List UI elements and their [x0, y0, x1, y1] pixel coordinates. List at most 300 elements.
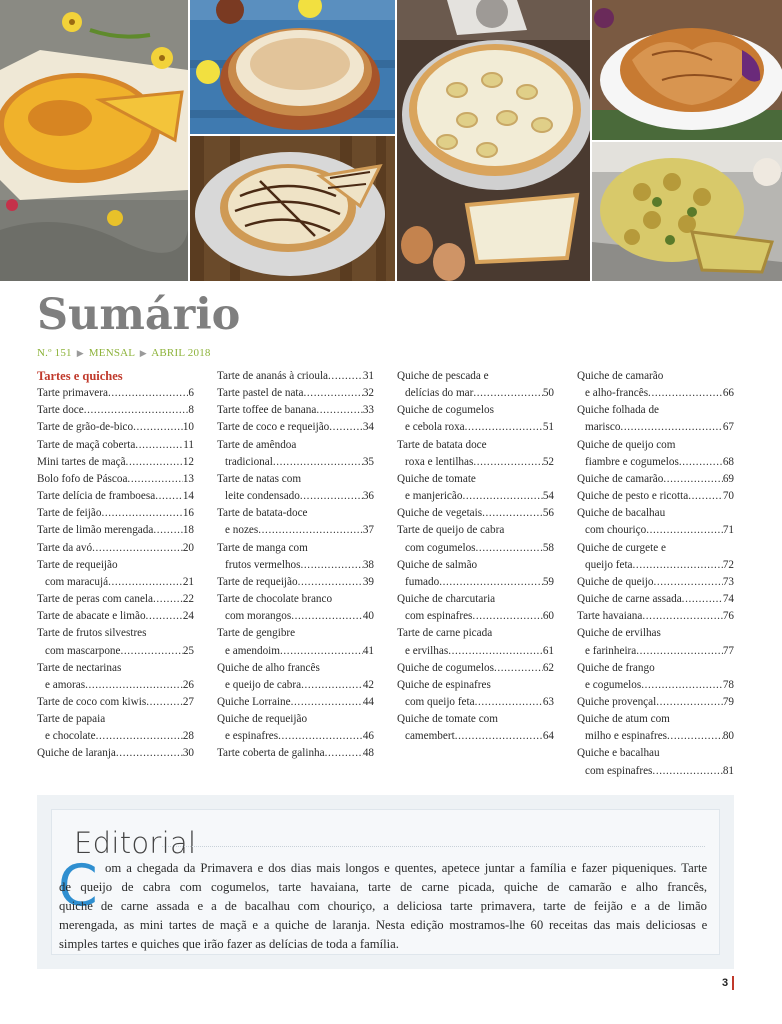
- toc-entry[interactable]: [397, 488, 554, 505]
- toc-page-number: 6: [188, 387, 194, 400]
- toc-page-number: 66: [722, 387, 734, 400]
- triangle-right-icon: ▶: [76, 348, 84, 358]
- toc-entry[interactable]: [397, 540, 554, 557]
- toc-entry[interactable]: [397, 608, 554, 625]
- toc-entry[interactable]: [37, 694, 194, 711]
- toc-entry-title: Tarte de papaia: [37, 713, 106, 726]
- toc-page-number: 76: [722, 610, 734, 623]
- toc-entry-title: Tarte de batata-doce: [217, 507, 308, 520]
- toc-entry-label: Quiche Lorraine: [217, 695, 291, 708]
- toc-entry-title: Quiche de queijo com: [577, 438, 676, 451]
- toc-entry[interactable]: [217, 385, 374, 402]
- toc-page-number: 51: [542, 421, 554, 434]
- toc-entry-label: com mascarpone: [45, 644, 121, 657]
- toc-entry-label: e alho-francês: [585, 387, 649, 400]
- toc-entry[interactable]: [217, 677, 374, 694]
- dot-leader: [448, 643, 543, 660]
- toc-page-number: 12: [182, 455, 194, 468]
- dot-leader: [641, 677, 723, 694]
- toc-entry-label: Tarte coberta de galinha: [217, 747, 325, 760]
- dot-leader: [120, 643, 182, 660]
- toc-entry-label: Quiche de camarão: [577, 472, 664, 485]
- toc-entry[interactable]: [37, 591, 194, 608]
- toc-page-number: 79: [722, 695, 734, 708]
- toc-page-number: 56: [542, 507, 554, 520]
- toc-entry[interactable]: [397, 419, 554, 436]
- toc-entry-label: Tarte de feijão: [37, 507, 102, 520]
- toc-page-number: 50: [542, 387, 554, 400]
- toc-entry-label: Tarte de abacate e limão: [37, 610, 146, 623]
- toc-entry-title: Tarte de amêndoa: [217, 438, 297, 451]
- dot-leader: [133, 419, 183, 436]
- dot-leader: [652, 763, 722, 780]
- toc-entry-label: frutos vermelhos: [225, 558, 301, 571]
- toc-page-number: 61: [542, 644, 554, 657]
- toc-page-number: 40: [362, 610, 374, 623]
- toc-entry[interactable]: [37, 540, 194, 557]
- toc-page-number: 37: [362, 524, 374, 537]
- toc-page-number: 48: [362, 747, 374, 760]
- toc-entry[interactable]: [37, 574, 194, 591]
- toc-entry-title: Quiche de atum com: [577, 713, 670, 726]
- toc-page-number: 52: [542, 455, 554, 468]
- toc-page-number: 28: [182, 730, 194, 743]
- toc-entry[interactable]: [217, 488, 374, 505]
- toc-page-number: 33: [362, 404, 374, 417]
- toc-entry-title: Tarte de frutos silvestres: [37, 627, 147, 640]
- toc-page-number: 46: [362, 730, 374, 743]
- toc-page-number: 25: [182, 644, 194, 657]
- dot-leader: [494, 660, 543, 677]
- toc-entry-label: fiambre e cogumelos: [585, 455, 679, 468]
- toc-entry-label: e cebola roxa: [405, 421, 465, 434]
- toc-entry[interactable]: [217, 557, 374, 574]
- toc-column-4: [577, 368, 734, 780]
- toc-page-number: 20: [182, 541, 194, 554]
- toc-page-number: 64: [542, 730, 554, 743]
- dot-leader: [653, 574, 722, 591]
- toc-entry[interactable]: [37, 454, 194, 471]
- toc-entry-label: Quiche provençal: [577, 695, 657, 708]
- toc-entry-label: e nozes: [225, 524, 259, 537]
- toc-entry[interactable]: [577, 677, 734, 694]
- toc-entry[interactable]: [397, 454, 554, 471]
- toc-page-number: 60: [542, 610, 554, 623]
- toc-entry-title: Quiche de salmão: [397, 558, 478, 571]
- toc-entry-title: Quiche de charcutaria: [397, 593, 496, 606]
- toc-entry-label: e espinafres: [225, 730, 279, 743]
- toc-entry[interactable]: [577, 608, 734, 625]
- toc-entry-label: leite condensado: [225, 490, 300, 503]
- toc-entry-label: com espinafres: [585, 764, 653, 777]
- toc-entry-label: Tarte de requeijão: [217, 575, 298, 588]
- toc-entry-label: Quiche de vegetais: [397, 507, 483, 520]
- toc-entry-title: Quiche de cogumelos: [397, 404, 494, 417]
- toc-page-number: 44: [362, 695, 374, 708]
- toc-entry-label: com chouriço: [585, 524, 647, 537]
- toc-entry-label: e cogumelos: [585, 678, 642, 691]
- dot-leader: [127, 471, 182, 488]
- leek-quiche-photo: [397, 0, 590, 281]
- issue-meta: [37, 347, 211, 359]
- dot-leader: [633, 557, 723, 574]
- page-title: Sumário: [37, 290, 241, 340]
- toc-page-number: 69: [722, 472, 734, 485]
- toc-entry[interactable]: [217, 574, 374, 591]
- toc-entry[interactable]: [397, 660, 554, 677]
- dot-leader: [146, 608, 183, 625]
- dot-leader: [298, 574, 363, 591]
- toc-entry[interactable]: [577, 419, 734, 436]
- toc-page-number: 72: [722, 558, 734, 571]
- toc-entry-label: e farinheira: [585, 644, 637, 657]
- dot-leader: [688, 488, 723, 505]
- toc-entry[interactable]: [217, 694, 374, 711]
- toc-page-number: 24: [182, 610, 194, 623]
- dot-leader: [329, 419, 363, 436]
- toc-entry-label: Quiche de queijo: [577, 575, 654, 588]
- toc-entry-label: Bolo fofo de Páscoa: [37, 472, 128, 485]
- dot-leader: [108, 385, 188, 402]
- toc-page-number: 74: [722, 593, 734, 606]
- toc-entry[interactable]: [577, 385, 734, 402]
- toc-page-number: 68: [722, 455, 734, 468]
- dot-leader: [273, 454, 363, 471]
- toc-column-2: [217, 368, 374, 763]
- dot-leader: [146, 694, 183, 711]
- toc-entry-label: Tarte doce: [37, 404, 84, 417]
- toc-entry-label: tradicional: [225, 455, 273, 468]
- toc-entry[interactable]: [217, 728, 374, 745]
- toc-column-1: [37, 368, 194, 763]
- toc-page-number: 16: [182, 507, 194, 520]
- toc-entry[interactable]: [577, 488, 734, 505]
- toc-entry-title: Quiche de espinafres: [397, 678, 491, 691]
- toc-page-number: 13: [182, 472, 194, 485]
- toc-entry[interactable]: [37, 728, 194, 745]
- dot-leader: [108, 574, 183, 591]
- toc-page-number: 58: [542, 541, 554, 554]
- toc-entry-label: fumado: [405, 575, 440, 588]
- dot-leader: [300, 488, 363, 505]
- toc-page-number: 70: [722, 490, 734, 503]
- dot-leader: [646, 522, 723, 539]
- toc-entry[interactable]: [577, 591, 734, 608]
- toc-entry-label: Tarte havaiana: [577, 610, 643, 623]
- toc-entry-title: Quiche de ervilhas: [577, 627, 661, 640]
- toc-entry[interactable]: [37, 471, 194, 488]
- toc-entry-title: Tarte de manga com: [217, 541, 308, 554]
- toc-entry-label: queijo feta: [585, 558, 633, 571]
- toc-entry-title: Quiche de alho francês: [217, 661, 320, 674]
- toc-entry-title: Quiche de frango: [577, 661, 655, 674]
- dot-leader: [462, 488, 542, 505]
- dot-leader: [153, 591, 183, 608]
- dot-leader: [620, 419, 722, 436]
- toc-page-number: 77: [722, 644, 734, 657]
- dot-leader: [278, 728, 363, 745]
- toc-entry-label: com queijo feta: [405, 695, 475, 708]
- toc-entry-title: Tarte de nectarinas: [37, 661, 122, 674]
- toc-entry-label: Quiche de cogumelos: [397, 661, 494, 674]
- toc-entry[interactable]: [37, 419, 194, 436]
- spinach-quiche-photo: [592, 142, 782, 281]
- dot-leader: [92, 540, 183, 557]
- toc-page-number: 39: [362, 575, 374, 588]
- toc-column-3: [397, 368, 554, 745]
- toc-entry-label: Tarte toffee de banana: [217, 404, 317, 417]
- toc-page-number: 81: [722, 764, 734, 777]
- dot-leader: [475, 694, 543, 711]
- toc-entry[interactable]: [577, 522, 734, 539]
- editorial-box: [37, 795, 734, 969]
- phyllo-pie-photo: [592, 0, 782, 140]
- toc-entry-label: e ervilhas: [405, 644, 449, 657]
- dot-leader: [682, 591, 723, 608]
- photo-mosaic: [0, 0, 782, 281]
- toc-page-number: 27: [182, 695, 194, 708]
- dot-leader: [476, 540, 543, 557]
- toc-entry-label: e queijo de cabra: [225, 678, 302, 691]
- toc-entry-label: Mini tartes de maçã: [37, 455, 126, 468]
- dot-leader: [642, 608, 722, 625]
- toc-page-number: 78: [722, 678, 734, 691]
- toc-entry[interactable]: [37, 402, 194, 419]
- issue-number: N.º 151: [37, 347, 72, 359]
- toc-entry-label: Tarte da avó: [37, 541, 93, 554]
- section-title: Tartes e quiches: [37, 369, 123, 383]
- toc-page-number: 11: [183, 438, 194, 451]
- editorial-line: merengada, as mini tartes de maçã e a quiche de laranja. Nesta edição mostramos-lhe 60 receitas das mais deliciosas e: [59, 918, 708, 933]
- dot-leader: [482, 505, 543, 522]
- toc-entry[interactable]: [577, 763, 734, 780]
- editorial-line: de queijo de cabra com cogumelos, tarte havaiana, tarte de carne picada, quiche de camarão e alho francês,: [59, 880, 708, 895]
- toc-entry-title: Quiche de tomate: [397, 472, 476, 485]
- dot-leader: [648, 385, 723, 402]
- dot-leader: [667, 728, 723, 745]
- toc-entry[interactable]: [217, 745, 374, 762]
- toc-entry-label: com espinafres: [405, 610, 473, 623]
- toc-entry[interactable]: [577, 574, 734, 591]
- editorial-body: [58, 853, 708, 954]
- drop-cap: C: [58, 853, 98, 919]
- toc-entry-label: Quiche de laranja: [37, 747, 116, 760]
- toc-entry-label: marisco: [585, 421, 621, 434]
- toc-page-number: 59: [542, 575, 554, 588]
- toc-entry[interactable]: [577, 694, 734, 711]
- toc-entry[interactable]: [37, 522, 194, 539]
- toc-page-number: 30: [182, 747, 194, 760]
- toc-page-number: 36: [362, 490, 374, 503]
- toc-entry[interactable]: [577, 471, 734, 488]
- toc-page-number: 21: [182, 575, 194, 588]
- lemon-meringue-pie-photo: [190, 0, 395, 134]
- toc-page-number: 34: [362, 421, 374, 434]
- dot-leader: [316, 402, 362, 419]
- toc-entry[interactable]: [577, 454, 734, 471]
- toc-page-number: 8: [188, 404, 194, 417]
- toc-entry-label: com morangos: [225, 610, 292, 623]
- toc-entry-title: Tarte de gengibre: [217, 627, 296, 640]
- toc-entry-title: Tarte de queijo de cabra: [397, 524, 505, 537]
- toc-entry[interactable]: [217, 522, 374, 539]
- toc-entry-label: roxa e lentilhas: [405, 455, 474, 468]
- toc-entry[interactable]: [397, 643, 554, 660]
- toc-page-number: 35: [362, 455, 374, 468]
- dot-leader: [679, 454, 723, 471]
- toc-entry[interactable]: [577, 728, 734, 745]
- toc-entry-title: Tarte de natas com: [217, 472, 302, 485]
- toc-page-number: 22: [182, 593, 194, 606]
- toc-entry[interactable]: [37, 608, 194, 625]
- dot-leader: [325, 745, 363, 762]
- toc-entry-label: e amendoim: [225, 644, 280, 657]
- dot-leader: [116, 745, 183, 762]
- toc-entry-title: Tarte de chocolate branco: [217, 593, 333, 606]
- toc-entry[interactable]: [37, 437, 194, 454]
- toc-page-number: 18: [182, 524, 194, 537]
- toc-entry-title: Tarte de requeijão: [37, 558, 118, 571]
- issue-frequency: MENSAL: [88, 347, 135, 359]
- toc-entry-title: Quiche e bacalhau: [577, 747, 660, 760]
- toc-page-number: 80: [722, 730, 734, 743]
- toc-entry-label: e amoras: [45, 678, 86, 691]
- toc-entry[interactable]: [37, 745, 194, 762]
- dot-leader: [101, 505, 182, 522]
- toc-entry[interactable]: [37, 505, 194, 522]
- editorial-line: om a chegada da Primavera e dos dias mais longos e quentes, apetece juntar a família e fazer piqueniques. Tarte: [105, 861, 708, 875]
- toc-entry[interactable]: [397, 505, 554, 522]
- toc-entry[interactable]: [217, 402, 374, 419]
- toc-entry-title: Quiche de bacalhau: [577, 507, 666, 520]
- toc-entry-label: Quiche de pesto e ricotta: [577, 490, 689, 503]
- dot-leader: [96, 728, 183, 745]
- toc-entry[interactable]: [397, 694, 554, 711]
- dot-leader: [258, 522, 363, 539]
- toc-page-number: 42: [362, 678, 374, 691]
- toc-entry-label: e chocolate: [45, 730, 96, 743]
- toc-entry-label: Quiche de carne assada: [577, 593, 682, 606]
- toc-entry-title: Tarte de carne picada: [397, 627, 493, 640]
- toc-entry-label: com cogumelos: [405, 541, 476, 554]
- dot-leader: [84, 402, 189, 419]
- toc-entry-title: Quiche folhada de: [577, 404, 660, 417]
- toc-page-number: 31: [362, 370, 374, 382]
- chocolate-drizzle-tart-photo: [190, 136, 395, 281]
- toc-entry[interactable]: [37, 385, 194, 402]
- toc-entry[interactable]: [217, 454, 374, 471]
- dot-leader: [663, 471, 722, 488]
- dot-leader: [473, 454, 542, 471]
- dot-leader: [126, 454, 183, 471]
- toc-page-number: 71: [722, 524, 734, 537]
- toc-page-number: 54: [542, 490, 554, 503]
- toc-entry-label: Tarte delícia de framboesa: [37, 490, 156, 503]
- toc-entry-label: delícias do mar: [405, 387, 474, 400]
- toc-entry[interactable]: [217, 643, 374, 660]
- toc-page-number: 62: [542, 661, 554, 674]
- toc-entry-label: Tarte de maçã coberta: [37, 438, 136, 451]
- dot-leader: [280, 643, 363, 660]
- dot-leader: [656, 694, 723, 711]
- dot-leader: [473, 385, 542, 402]
- toc-entry[interactable]: [397, 385, 554, 402]
- toc-entry-title: Quiche de pescada e: [397, 370, 489, 382]
- dot-leader: [291, 694, 363, 711]
- toc-page-number: 73: [722, 575, 734, 588]
- dot-leader: [153, 522, 182, 539]
- toc-page-number: 67: [722, 421, 734, 434]
- toc-entry-label: Tarte de coco com kiwis: [37, 695, 147, 708]
- toc-page-number: 14: [182, 490, 194, 503]
- dot-leader: [304, 385, 363, 402]
- dot-leader: [291, 608, 363, 625]
- toc-entry-label: milho e espinafres: [585, 730, 668, 743]
- dot-leader: [465, 419, 543, 436]
- toc-entry[interactable]: [577, 557, 734, 574]
- toc-entry[interactable]: [217, 608, 374, 625]
- dot-leader: [85, 677, 183, 694]
- dot-leader: [135, 437, 183, 454]
- toc-entry-label: Tarte de limão merengada: [37, 524, 154, 537]
- dot-leader: [301, 557, 363, 574]
- toc-entry-label: Tarte de coco e requeijão: [217, 421, 330, 434]
- toc-entry[interactable]: [397, 574, 554, 591]
- toc-entry-label: Tarte pastel de nata: [217, 387, 304, 400]
- toc-entry[interactable]: [37, 488, 194, 505]
- editorial-line: simples tartes e quiches que irão fazer as delícias de toda a família.: [59, 937, 399, 952]
- toc-entry[interactable]: [217, 419, 374, 436]
- dot-leader: [328, 368, 363, 385]
- toc-entry[interactable]: [37, 643, 194, 660]
- egg-custard-tart-photo: [0, 0, 188, 281]
- page-number: 3: [722, 977, 729, 989]
- toc-entry-label: Tarte de peras com canela: [37, 593, 153, 606]
- toc-entry-title: Quiche de camarão: [577, 370, 664, 382]
- toc-page-number: 32: [362, 387, 374, 400]
- toc-page-number: 63: [542, 695, 554, 708]
- toc-entry-title: Quiche de curgete e: [577, 541, 666, 554]
- editorial-line: quiche de carne assada e a de bacalhau com chouriço, a deliciosa tarte primavera, tarte de feijão e a de limão: [59, 899, 707, 914]
- dot-leader: [455, 728, 543, 745]
- page-marker: [732, 976, 734, 990]
- toc-entry-label: Tarte primavera: [37, 387, 108, 400]
- triangle-right-icon: ▶: [139, 348, 147, 358]
- toc-entry[interactable]: [577, 643, 734, 660]
- toc-entry-title: Quiche de tomate com: [397, 713, 498, 726]
- toc-entry-title: Quiche de requeijão: [217, 713, 308, 726]
- dot-leader: [472, 608, 542, 625]
- dot-leader: [636, 643, 723, 660]
- toc-page-number: 26: [182, 678, 194, 691]
- toc-page-number: 38: [362, 558, 374, 571]
- toc-entry[interactable]: [217, 368, 374, 385]
- dot-leader: [301, 677, 363, 694]
- toc-entry[interactable]: [37, 677, 194, 694]
- toc-page-number: 41: [362, 644, 374, 657]
- toc-entry-title: Tarte de batata doce: [397, 438, 487, 451]
- toc-page-number: 10: [182, 421, 194, 434]
- toc-entry-label: com maracujá: [45, 575, 109, 588]
- toc-entry-label: Tarte de ananás à crioula: [217, 370, 329, 382]
- toc-entry-label: Tarte de grão-de-bico: [37, 421, 134, 434]
- issue-date: ABRIL 2018: [151, 347, 211, 359]
- divider: [162, 846, 705, 847]
- toc-entry-label: e manjericão: [405, 490, 463, 503]
- editorial-title: Editorial: [74, 826, 197, 860]
- dot-leader: [155, 488, 183, 505]
- toc-entry[interactable]: [397, 728, 554, 745]
